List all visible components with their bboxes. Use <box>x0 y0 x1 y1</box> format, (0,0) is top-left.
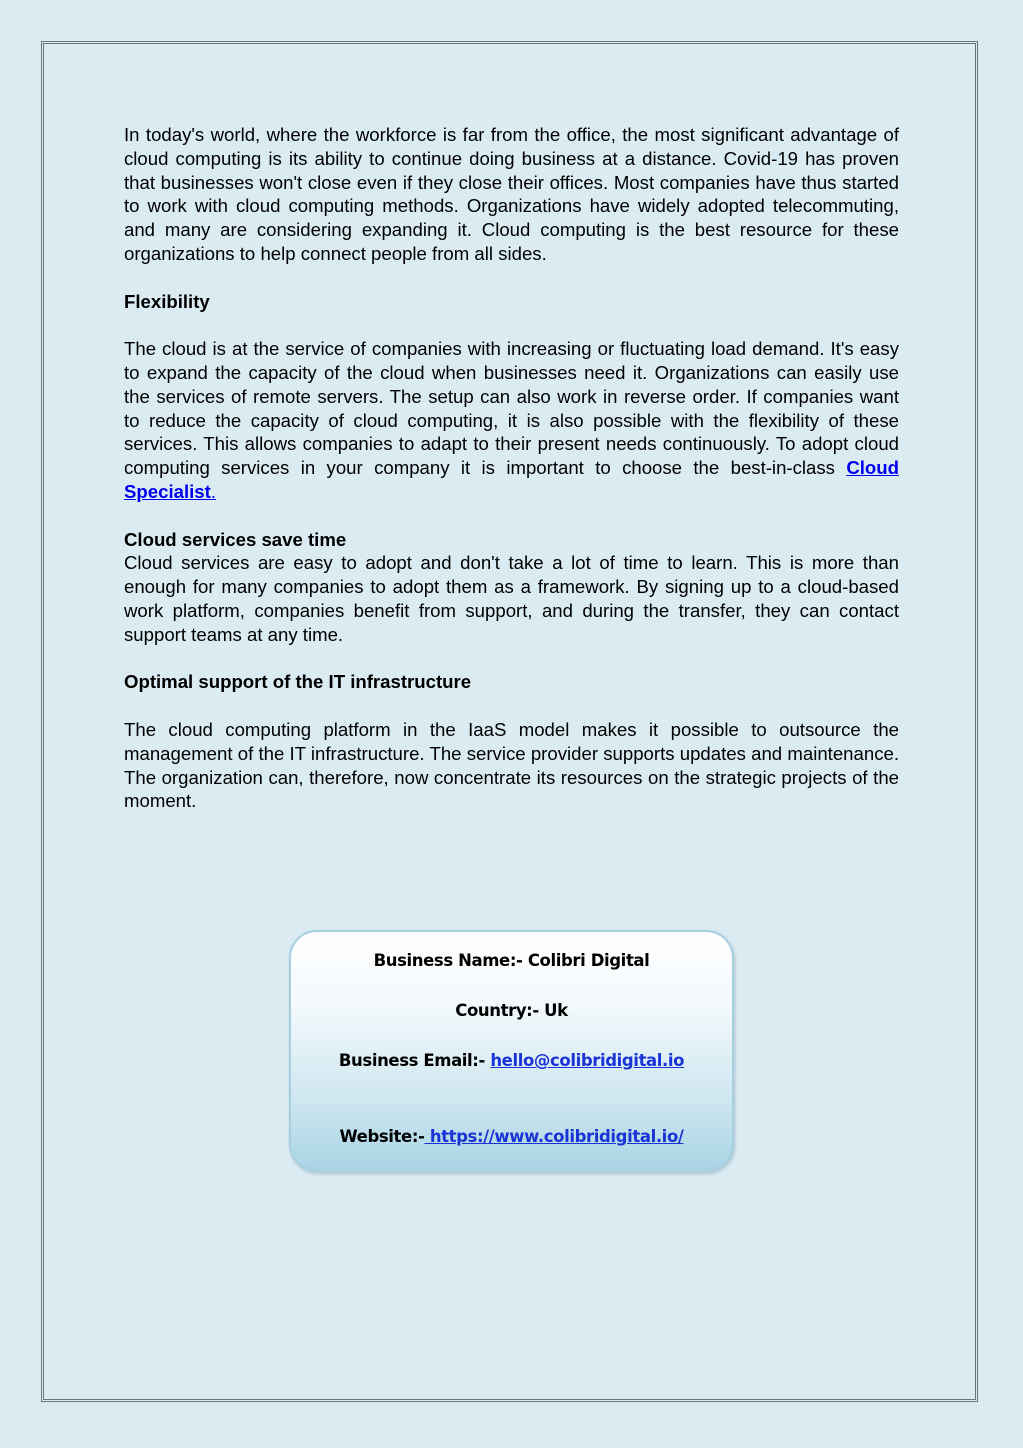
cloud-specialist-link[interactable]: Cloud Specialist <box>124 457 899 502</box>
heading-save-time: Cloud services save time <box>124 528 347 550</box>
business-name: Business Name:- Colibri Digital <box>373 951 650 970</box>
heading-flexibility: Flexibility <box>124 290 210 312</box>
website-line <box>291 1127 732 1146</box>
flexibility-text: The cloud is at the service of companies with increasing or fluctuating load demand. It's easy to expand the capacity of the cloud when businesses need it. Organizations can easily use the services of remote servers. The setup can also work in reverse order. If companies want to reduce the capacity of cloud computing, it is also possible with the flexibility of these services. This allows companies to adapt to their present needs continuously. To adopt cloud computing services in your company it is important to choose the best-in-class <box>124 338 899 479</box>
country: Country:- Uk <box>455 1001 568 1020</box>
email-link[interactable]: hello@colibridigital.io <box>490 1051 685 1070</box>
paragraph-flexibility <box>124 337 899 504</box>
heading-it-infrastructure: Optimal support of the IT infrastructure <box>124 671 472 693</box>
contact-info-box <box>289 930 734 1172</box>
paragraph-it-infrastructure: The cloud computing platform in the IaaS model makes it possible to outsource the management of the IT infrastructure. The service provider supports updates and maintenance. The organization can, therefore, now concentrate its resources on the strategic projects of the moment. <box>124 718 899 812</box>
business-email-line <box>291 1051 732 1070</box>
website-label: Website:- <box>339 1127 425 1146</box>
email-label: Business Email:- <box>338 1051 491 1070</box>
link-period: . <box>210 480 216 502</box>
article-body <box>124 123 899 813</box>
website-link[interactable]: https://www.colibridigital.io/ <box>424 1127 684 1146</box>
paragraph-save-time: Cloud services are easy to adopt and don't take a lot of time to learn. This is more than enough for many companies to adopt them as a framework. By signing up to a cloud-based work platform, companies benefit from support, and during the transfer, they can contact support teams at any time. <box>124 552 899 645</box>
intro-paragraph: In today's world, where the workforce is far from the office, the most significant advantage of cloud computing is its ability to continue doing business at a distance. Covid-19 has proven that businesses won't close even if they close their offices. Most companies have thus started to work with cloud computing methods. Organizations have widely adopted telecommuting, and many are considering expanding it. Cloud computing is the best resource for these organizations to help connect people from all sides. <box>124 124 899 264</box>
